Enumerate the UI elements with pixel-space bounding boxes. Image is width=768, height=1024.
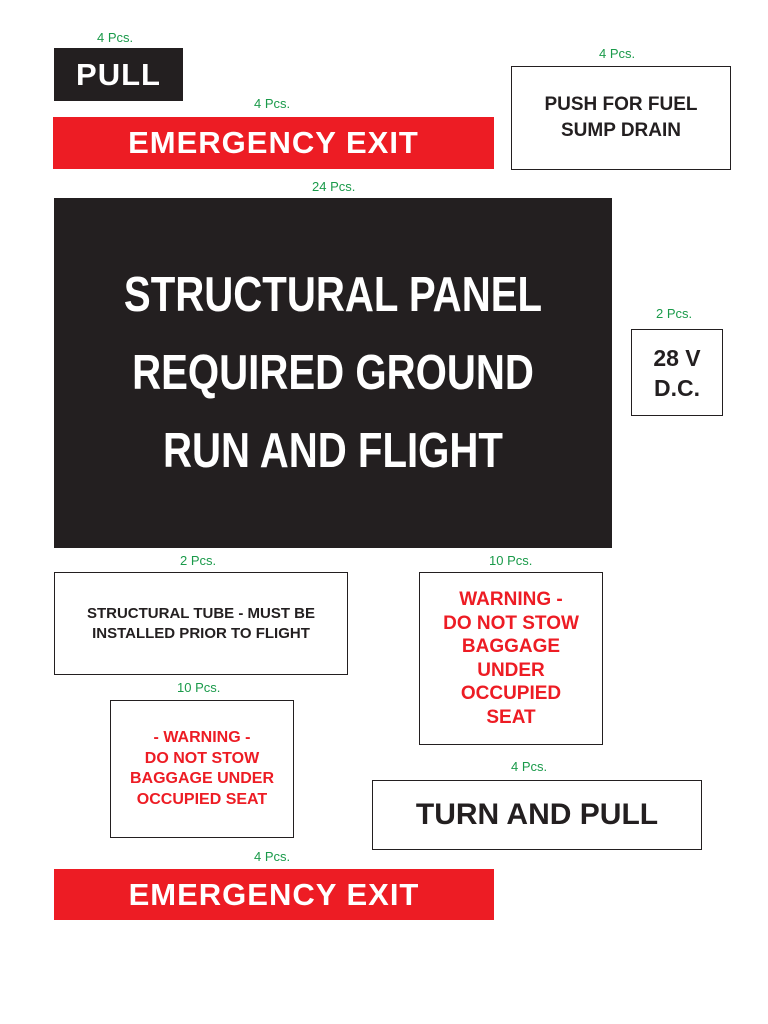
warning-large-placard — [419, 572, 603, 745]
warning-large-line-3: BAGGAGE — [461, 636, 561, 657]
structural-panel-quantity: 24 Pcs. — [312, 179, 356, 194]
emergency-exit-top-quantity: 4 Pcs. — [254, 96, 291, 111]
fuel-sump-line-2: SUMP DRAIN — [561, 120, 681, 141]
structural-tube-quantity: 2 Pcs. — [180, 553, 217, 568]
structural-panel-line-1: STRUCTURAL PANEL — [123, 268, 543, 322]
warning-small-quantity: 10 Pcs. — [177, 680, 221, 695]
emergency-exit-bottom-placard — [54, 869, 494, 920]
warning-large-line-6: SEAT — [486, 706, 536, 728]
fuel-sump-quantity: 4 Pcs. — [599, 46, 636, 61]
warning-small-line-2: DO NOT STOW — [144, 749, 260, 767]
warning-small-line-4: OCCUPIED SEAT — [136, 790, 268, 808]
warning-large-line-5: OCCUPIED — [460, 683, 562, 704]
warning-small-line-1: - WARNING - — [153, 729, 251, 746]
pull-text: PULL — [76, 56, 161, 92]
pull-placard — [54, 48, 183, 101]
structural-panel-line-2: REQUIRED GROUND — [132, 346, 534, 400]
warning-large-line-4: UNDER — [477, 659, 545, 681]
warning-small-line-3: BAGGAGE UNDER — [129, 770, 274, 787]
pull-quantity: 4 Pcs. — [97, 30, 134, 45]
emergency-exit-top-text: EMERGENCY EXIT — [128, 125, 419, 160]
warning-large-line-2: DO NOT STOW — [443, 612, 579, 634]
warning-large-quantity: 10 Pcs. — [489, 553, 533, 568]
fuel-sump-line-1: PUSH FOR FUEL — [544, 94, 698, 115]
turn-and-pull-placard — [372, 780, 702, 850]
fuel-sump-placard — [511, 66, 731, 170]
emergency-exit-bottom-text: EMERGENCY EXIT — [128, 876, 420, 912]
voltage-line-2: D.C. — [653, 374, 700, 401]
voltage-line-1: 28 V — [653, 344, 701, 371]
structural-tube-line-2: INSTALLED PRIOR TO FLIGHT — [92, 624, 310, 642]
warning-large-line-1: WARNING - — [459, 589, 563, 610]
structural-panel-line-3: RUN AND FLIGHT — [162, 424, 503, 478]
structural-panel-placard — [54, 198, 612, 548]
structural-tube-line-1: STRUCTURAL TUBE - MUST BE — [86, 604, 316, 622]
turn-and-pull-quantity: 4 Pcs. — [511, 759, 548, 774]
structural-tube-placard — [54, 572, 348, 675]
emergency-exit-bottom-quantity: 4 Pcs. — [254, 849, 291, 864]
turn-and-pull-text: TURN AND PULL — [415, 798, 659, 831]
voltage-quantity: 2 Pcs. — [656, 306, 693, 321]
emergency-exit-top-placard — [53, 117, 494, 169]
voltage-placard — [631, 329, 723, 416]
warning-small-placard — [110, 700, 294, 838]
